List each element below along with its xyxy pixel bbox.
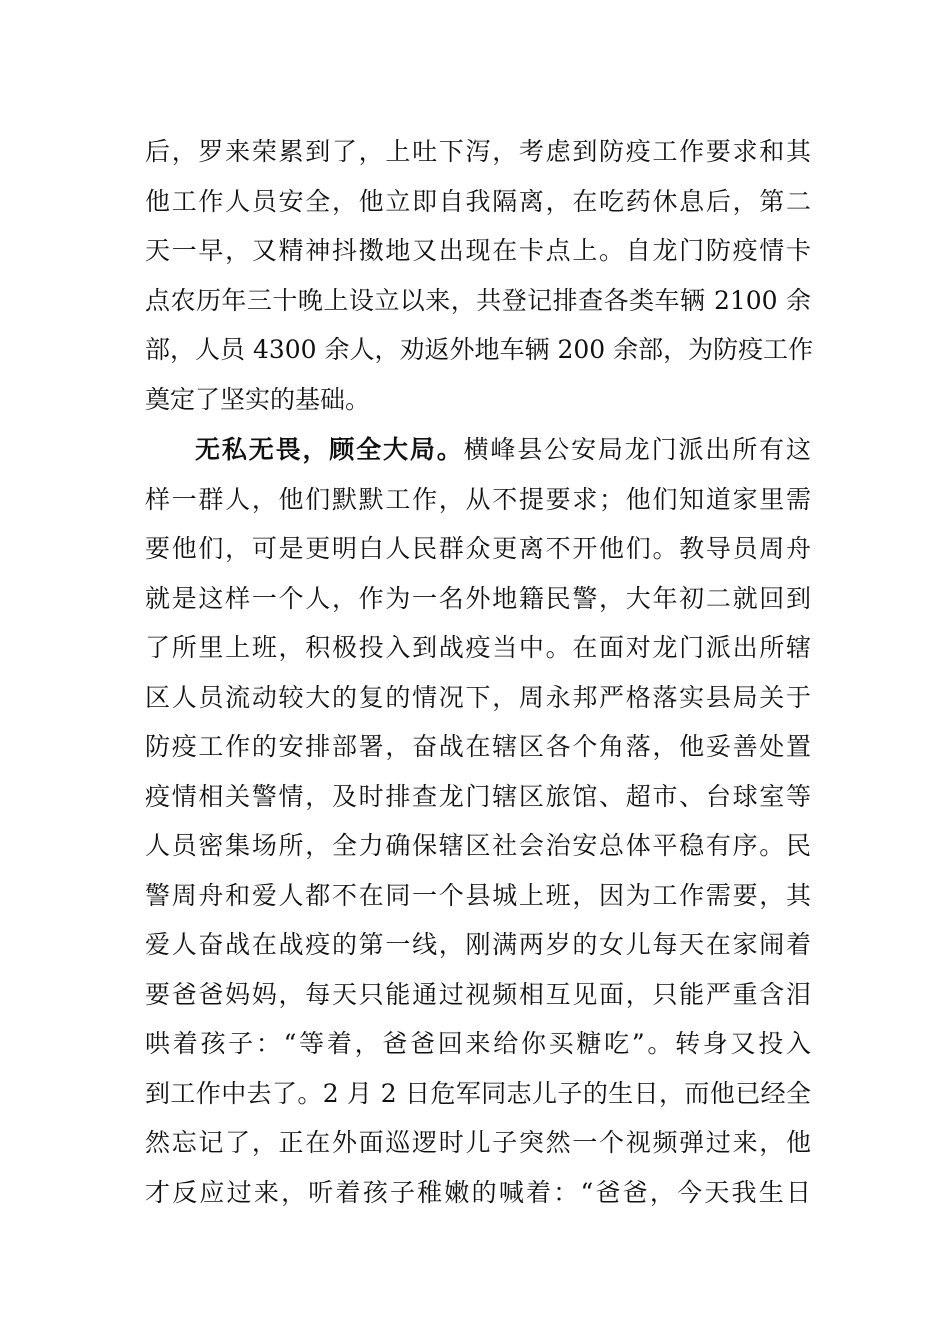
text-line: 样一群人，他们默默工作，从不提要求；他们知道家里需	[145, 484, 811, 514]
text-line: 防疫工作的安排部署，奋战在辖区各个角落，他妥善处置	[145, 732, 811, 761]
text-line: 警周舟和爱人都不在同一个县城上班，因为工作需要，其	[145, 880, 811, 910]
text-line: 哄着孩子：“等着，爸爸回来给你买糖吃”。转身又投入	[145, 1029, 811, 1058]
text-line: 才反应过来，听着孩子稚嫩的喊着：“爸爸，今天我生日	[145, 1177, 811, 1207]
paragraph-heading: 无私无畏，顾全大局。	[195, 435, 464, 464]
paragraph-first-line	[145, 425, 811, 475]
text-line: 部，人员 4300 余人，劝返外地车辆 200 余部，为防疫工作	[145, 335, 814, 364]
text-line: 区人员流动较大的复的情况下，周永邦严格落实县局关于	[145, 682, 811, 712]
text-line: 疫情相关警情，及时排查龙门辖区旅馆、超市、台球室等	[145, 781, 811, 811]
text-line: 到工作中去了。2 月 2 日危军同志儿子的生日，而他已经全	[145, 1078, 811, 1108]
paragraph-2	[145, 425, 811, 1217]
text-line: 要爸爸妈妈，每天只能通过视频相互见面，只能严重含泪	[145, 979, 811, 1009]
text-line: 爱人奋战在战疫的第一线，刚满两岁的女儿每天在家闹着	[145, 930, 811, 959]
text-line-rest: 横峰县公安局龙门派出所有这	[463, 435, 811, 464]
text-line: 人员密集场所，全力确保辖区社会治安总体平稳有序。民	[145, 831, 811, 860]
text-line: 了所里上班，积极投入到战疫当中。在面对龙门派出所辖	[145, 633, 811, 662]
text-line: 要他们，可是更明白人民群众更离不开他们。教导员周舟	[145, 534, 811, 563]
text-line: 他工作人员安全，他立即自我隔离，在吃药休息后，第二	[145, 186, 811, 216]
text-line: 就是这样一个人，作为一名外地籍民警，大年初二就回到	[145, 583, 811, 613]
text-line: 奠定了坚实的基础。	[145, 384, 371, 414]
paragraph-1	[145, 127, 814, 424]
text-line: 点农历年三十晚上设立以来，共登记排查各类车辆 2100 余	[145, 285, 811, 315]
text-line: 然忘记了，正在外面巡逻时儿子突然一个视频弹过来，他	[145, 1128, 811, 1157]
text-line: 后，罗来荣累到了，上吐下泻，考虑到防疫工作要求和其	[145, 137, 811, 166]
text-line: 天一早，又精神抖擞地又出现在卡点上。自龙门防疫情卡	[145, 236, 811, 265]
